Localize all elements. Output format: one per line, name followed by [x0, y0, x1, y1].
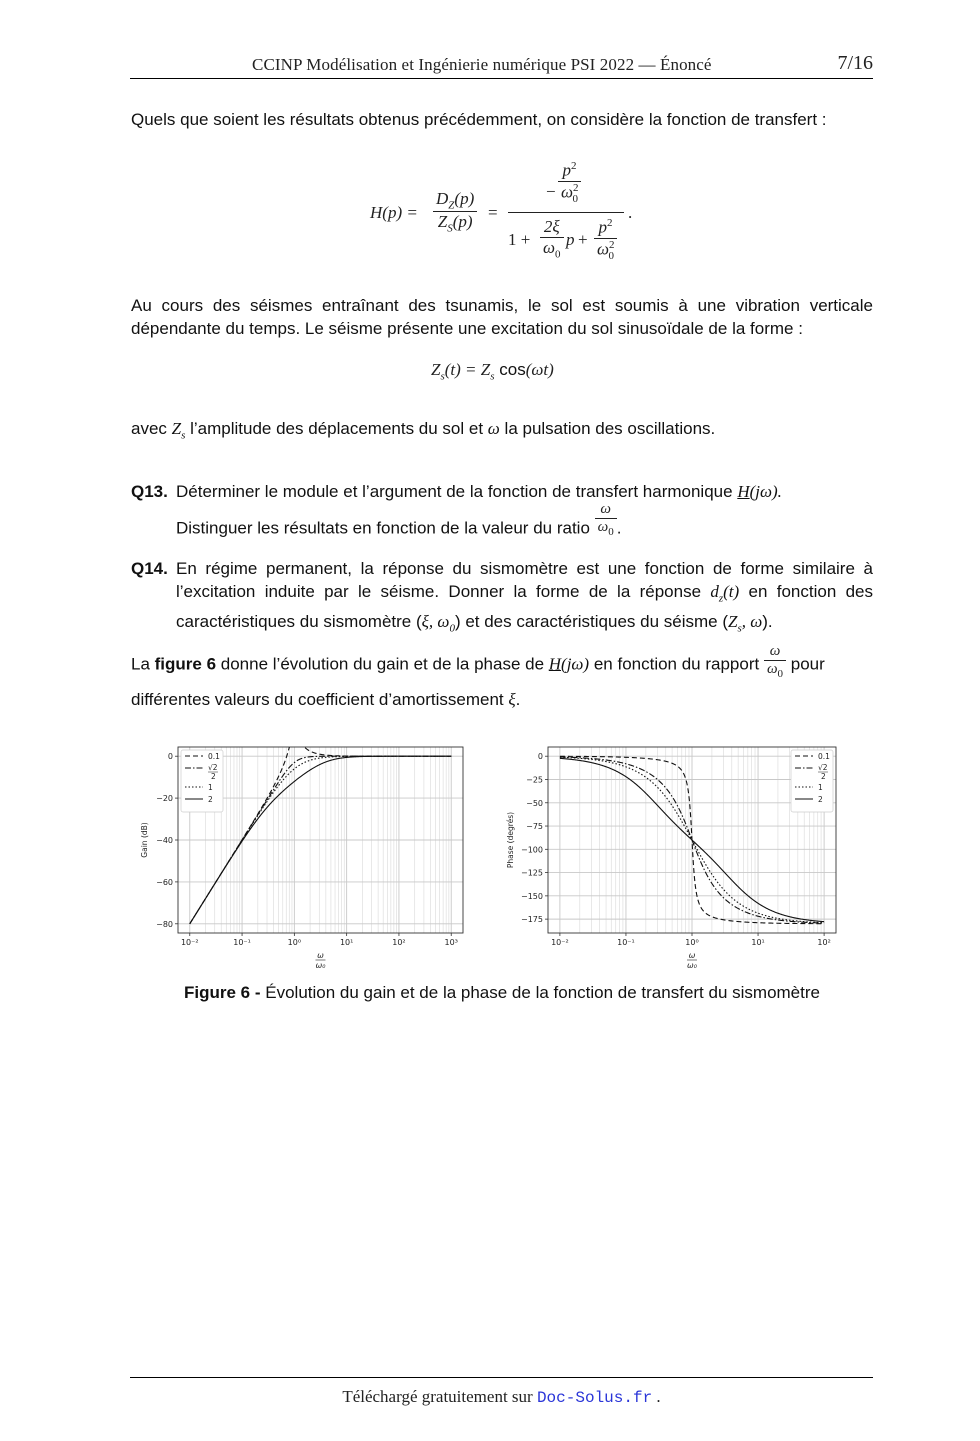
transfer-function [370, 160, 650, 268]
x-axis-label-num: ω [317, 951, 324, 960]
fp-d: en fonction du rapport [589, 654, 764, 674]
avec-omega: ω [487, 419, 500, 438]
tf-w0c-sub: 0 [608, 249, 615, 262]
fp-xi: ξ [508, 690, 516, 709]
ex-zs-sub: s [440, 370, 445, 383]
tf-w0b-sub: 0 [555, 248, 561, 261]
q13-ratio-den: ω [597, 519, 609, 535]
y-tick-label: 0 [537, 752, 543, 762]
fp-e: pour différentes valeurs du coefficient d’amortissement [131, 654, 825, 709]
legend-label: √2 [818, 763, 828, 772]
q14-text-a: En régime permanent, la réponse du sismomètre est une fonction de forme similaire à l’excitation induite par le séisme. Donner la forme de la réponse [176, 559, 873, 601]
y-axis-label: Gain (dB) [140, 822, 149, 858]
tf-p: p [562, 160, 571, 180]
caption-text: Évolution du gain et de la phase de la fonction de transfert du sismomètre [260, 983, 820, 1002]
avec-zs: Z [171, 419, 182, 438]
tf-plus: + [578, 230, 588, 249]
q14-params2-end: , ω [741, 612, 763, 632]
fp-h-arg: (jω) [561, 654, 590, 674]
page-number: 7/16 [837, 52, 873, 74]
tf-zs: Z [437, 212, 448, 232]
tf-dz-arg: (p) [454, 189, 475, 208]
tf-w0c: ω [597, 239, 610, 259]
fp-c: donne l’évolution du gain et de la phase de [216, 654, 549, 674]
q14-text [176, 557, 873, 641]
y-tick-label: −80 [156, 919, 173, 929]
tf-sq: 2 [571, 160, 577, 172]
q14-params1-sub: 0 [449, 622, 455, 635]
q13-line2 [176, 501, 873, 549]
q13-line2-text: Distinguer les résultats en fonction de la valeur du ratio [176, 518, 595, 538]
tf-w0-sub: 0 [572, 192, 579, 205]
tf-w0-sq: 2 [573, 181, 579, 194]
tf-zs-sub: S [447, 222, 453, 235]
ex-cos: cos [494, 360, 526, 379]
intro-text: Quels que soient les résultats obtenus précédemment, on considère la fonction de transfert : [131, 110, 827, 129]
q13-end: . [616, 518, 622, 538]
tf-eq: = [488, 203, 498, 222]
footer-text [130, 1387, 873, 1407]
fp-f: . [515, 690, 521, 709]
excitation-formula [431, 358, 554, 382]
x-tick-label: 10³ [444, 938, 458, 947]
tf-one-plus: 1 + [508, 230, 531, 249]
tf-lhs: H(p) = [370, 203, 418, 222]
q14-text-b: en fonction des caractéristiques du sismomètre ( [176, 582, 874, 632]
x-tick-label: 10⁻² [551, 938, 569, 947]
fp-a: La [131, 654, 155, 674]
avec-zs-sub: s [181, 429, 186, 442]
page-footer [130, 1377, 873, 1407]
fp-ratio-den: ω [766, 661, 778, 677]
tf-minus: − [546, 182, 556, 201]
x-tick-label: 10⁻¹ [233, 938, 251, 947]
q13-line1 [176, 480, 873, 503]
legend-label: 1 [208, 783, 213, 792]
caption-label: Figure 6 - [184, 983, 261, 1002]
footer-end: . [652, 1387, 661, 1406]
x-tick-label: 10⁻¹ [617, 938, 635, 947]
legend [791, 750, 833, 812]
q14-params2: Z [728, 612, 738, 632]
legend-label: 0.1 [818, 752, 830, 761]
x-axis-label-den: ω₀ [687, 961, 697, 970]
q14-dz: d [710, 582, 719, 601]
tf-main-bar [508, 212, 624, 213]
x-tick-label: 10¹ [751, 938, 765, 947]
y-tick-label: −60 [156, 877, 173, 887]
fp-ratio-num: ω [769, 643, 781, 659]
legend-label: 2 [818, 795, 823, 804]
ex-rhs-sub: s [490, 370, 495, 383]
fp-ratio [764, 643, 786, 683]
tf-p2: p [566, 230, 575, 249]
tf-frac2 [508, 160, 624, 268]
legend-label: 0.1 [208, 752, 220, 761]
x-tick-label: 10⁻² [180, 938, 199, 947]
tf-p3: p [598, 217, 607, 237]
ex-cos-arg: (ωt) [525, 360, 554, 379]
avec-middle: l’amplitude des déplacements du sol et [185, 419, 488, 438]
tf-w0: ω [561, 182, 574, 202]
x-tick-label: 10⁰ [287, 938, 302, 947]
figure-caption [131, 981, 873, 1004]
legend-label: √2 [208, 763, 218, 772]
y-tick-label: −20 [156, 794, 173, 804]
seisme-paragraph: Au cours des séismes entraînant des tsunamis, le sol est soumis à une vibration verticale dépendante du temps. Le séisme présente une excitation du sol sinusoïdale de la forme : [131, 296, 873, 338]
q13-h: H [737, 482, 750, 501]
avec-suffix: la pulsation des oscillations. [499, 419, 716, 438]
legend-label: 1 [818, 783, 823, 792]
gain-chart-container [130, 735, 475, 975]
x-axis-label [316, 951, 327, 970]
gain-chart [130, 735, 475, 975]
q13-number: Q13. [131, 482, 168, 501]
tf-zs-arg: (p) [452, 212, 473, 232]
avec-prefix: avec [131, 419, 172, 438]
q14-dz-sub: z [718, 592, 724, 605]
header-title: CCINP Modélisation et Ingénierie numérique PSI 2022 — Énoncé [252, 55, 712, 74]
footer-link[interactable]: Doc-Solus.fr [536, 1389, 653, 1407]
x-axis-label [687, 951, 698, 970]
legend-label-den: 2 [211, 772, 216, 781]
q13-ratio-den-sub: 0 [608, 526, 614, 538]
series-group [190, 735, 451, 924]
fp-h: H [548, 654, 562, 674]
tf-num-frac [558, 160, 581, 205]
figure-paragraph [131, 645, 873, 715]
avec-text [131, 417, 873, 447]
q13-line1-text: Déterminer le module et l’argument de la fonction de transfert harmonique [176, 482, 738, 501]
tf-dz: D [436, 189, 449, 208]
question-q13 [131, 480, 873, 540]
tf-period: . [628, 203, 633, 222]
tf-w0c-sq: 2 [609, 238, 615, 251]
legend [181, 750, 223, 812]
q13-ratio-num: ω [600, 501, 611, 517]
q14-number: Q14. [131, 559, 168, 578]
question-q14 [131, 557, 874, 635]
y-tick-label: −125 [521, 868, 543, 878]
tf-frac1 [433, 189, 477, 235]
tf-w0b: ω [543, 238, 556, 257]
q14-text-c: ) et des caractéristiques du séisme ( [454, 612, 728, 632]
tf-2xi: 2ξ [543, 217, 560, 236]
y-tick-label: −40 [156, 836, 173, 845]
legend-label-den: 2 [821, 772, 826, 781]
y-tick-label: −175 [521, 915, 543, 925]
y-tick-label: −100 [521, 845, 543, 855]
y-axis-label: Phase (degrés) [506, 811, 515, 869]
phase-chart-container [500, 735, 845, 975]
phase-chart [500, 735, 845, 975]
y-tick-label: −75 [526, 822, 543, 832]
legend-label: 2 [208, 795, 213, 804]
q14-dz-arg: (t) [723, 582, 740, 601]
x-tick-label: 10¹ [339, 938, 354, 947]
q13-ratio [595, 501, 617, 541]
footer-prefix: Téléchargé gratuitement sur [342, 1387, 537, 1406]
q13-h-arg: (jω). [749, 482, 782, 501]
q14-text-d: ). [762, 612, 773, 632]
tf-dz-sub: Z [448, 199, 455, 212]
ex-arg: (t) = Z [444, 360, 491, 379]
tf-p2-frac [594, 217, 617, 262]
y-tick-label: −25 [526, 775, 543, 785]
y-tick-label: 0 [167, 752, 173, 762]
tf-2xi-frac [540, 217, 564, 260]
page-header [130, 52, 873, 79]
x-tick-label: 10² [817, 938, 831, 947]
x-tick-label: 10⁰ [685, 938, 699, 947]
q14-params2-sub: s [737, 622, 742, 635]
y-tick-label: −150 [521, 891, 543, 901]
fp-figure-ref: figure 6 [154, 654, 217, 674]
x-tick-label: 10² [392, 938, 406, 947]
fp-ratio-den-sub: 0 [777, 668, 784, 680]
x-axis-label-den: ω₀ [315, 961, 326, 970]
q14-params1: ξ, ω [421, 612, 450, 632]
series-line-0.1 [190, 735, 451, 924]
x-axis-label-num: ω [688, 951, 696, 960]
tf-p3-sq: 2 [607, 217, 613, 229]
y-tick-label: −50 [526, 798, 543, 808]
ex-zs: Z [431, 360, 441, 379]
